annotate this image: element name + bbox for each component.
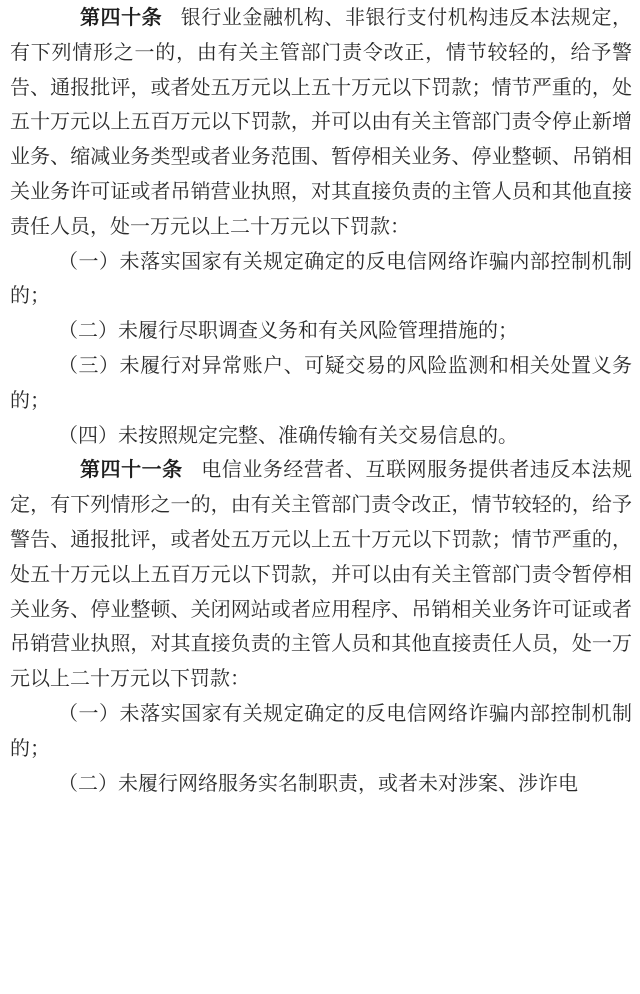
article-41-text: 电信业务经营者、互联网服务提供者违反本法规定，有下列情形之一的，由有关主管部门责令改正，情节较轻的，给予警告、通报批评，或者处五万元以上五十万元以下罚款；情节严重的，处五十万元以上五百万元以下罚款，并可以由有关主管部门责令暂停相关业务、停业整顿、关闭网站或者应用程序、吊销相关业务许可证或者吊销营业执照，对其直接负责的主管人员和其他直接责任人员，处一万元以上二十万元以下罚款： <box>10 457 633 691</box>
article-40-intro <box>10 0 632 244</box>
article-40-item-2: （二）未履行尽职调查义务和有关风险管理措施的； <box>58 318 518 343</box>
article-40-text: 银行业金融机构、非银行支付机构违反本法规定，有下列情形之一的，由有关主管部门责令改正，情节较轻的，给予警告、通报批评，或者处五万元以上五十万元以下罚款；情节严重的，处五十万元以上五百万元以下罚款，并可以由有关主管部门责令停止新增业务、缩减业务类型或者业务范围、暂停相关业务、停业整顿、吊销相关业务许可证或者吊销营业执照，对其直接负责的主管人员和其他直接责任人员，处一万元以上二十万元以下罚款： <box>10 5 633 238</box>
article-40-item-3: （三）未履行对异常账户、可疑交易的风险监测和相关处置义务的； <box>10 352 632 412</box>
article-40-title: 第四十条 <box>80 5 163 29</box>
article-41-intro <box>10 452 632 696</box>
article-41-item-2: （二）未履行网络服务实名制职责，或者未对涉案、涉诈电 <box>58 770 578 795</box>
document-body <box>10 0 632 800</box>
article-41-title: 第四十一条 <box>80 457 183 482</box>
article-40-item-4: （四）未按照规定完整、准确传输有关交易信息的。 <box>58 422 518 447</box>
article-40-item-1: （一）未落实国家有关规定确定的反电信网络诈骗内部控制机制的； <box>10 248 632 308</box>
article-41-item-1: （一）未落实国家有关规定确定的反电信网络诈骗内部控制机制的； <box>10 700 632 760</box>
